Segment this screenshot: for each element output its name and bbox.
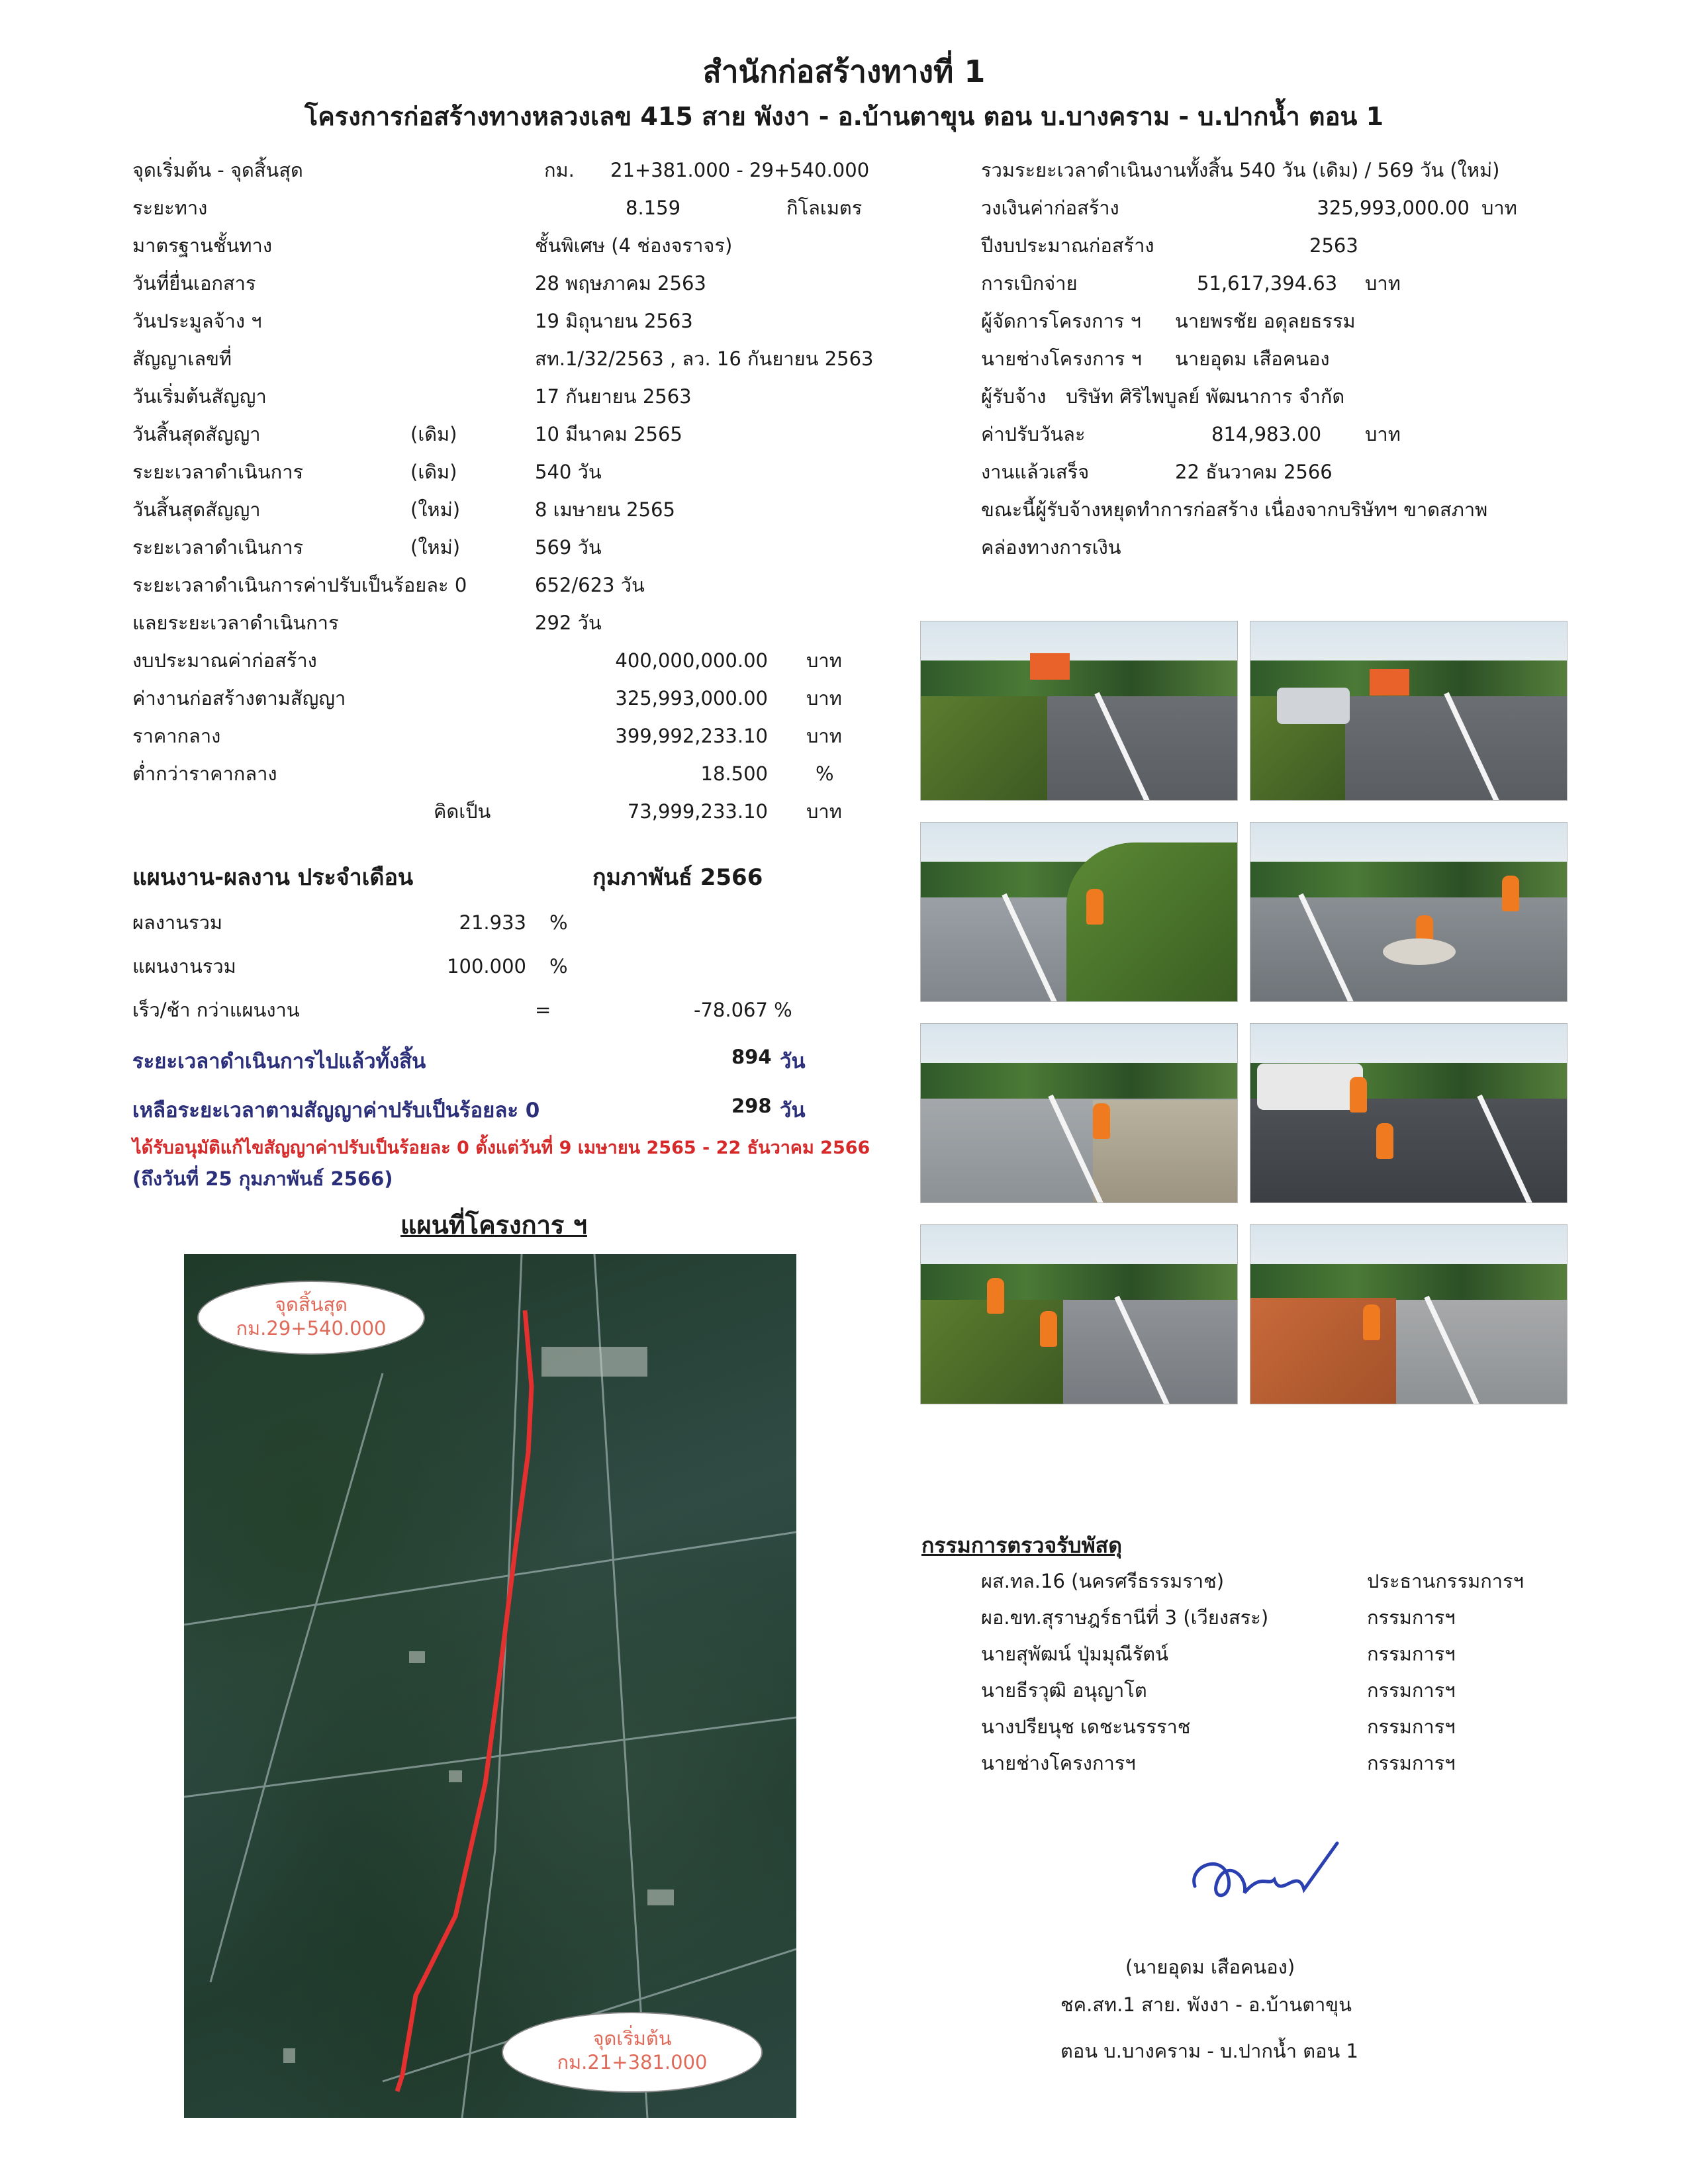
percent-unit: % bbox=[816, 762, 834, 785]
start-end-value: 21+381.000 - 29+540.000 bbox=[610, 159, 870, 181]
remaining-label: เหลือระยะเวลาตามสัญญาค่าปรับเป็นร้อยละ 0 bbox=[132, 1099, 540, 1122]
duration-old-label: ระยะเวลาดำเนินการ bbox=[132, 461, 304, 483]
penalty-duration-value: 652/623 วัน bbox=[535, 574, 645, 596]
signer-position-line1: ชค.สท.1 สาย. พังงา - อ.บ้านตาขุน bbox=[1060, 1993, 1352, 2016]
median-price-value: 399,992,233.10 bbox=[615, 725, 768, 747]
bid-date-label: วันประมูลจ้าง ฯ bbox=[132, 310, 262, 332]
baht-1: บาท bbox=[806, 649, 842, 672]
baht-4: บาท bbox=[806, 800, 842, 823]
contract-price-value: 325,993,000.00 bbox=[615, 687, 768, 709]
committee-member-name: นายช่างโครงการฯ bbox=[981, 1752, 1136, 1774]
doc-date-label: วันที่ยื่นเอกสาร bbox=[132, 272, 256, 295]
actual-value: 21.933 bbox=[459, 911, 526, 934]
new-tag-2: (ใหม่) bbox=[410, 536, 461, 559]
standard-value: ชั้นพิเศษ (4 ช่องจราจร) bbox=[535, 234, 733, 257]
committee-member-role: กรรมการฯ bbox=[1367, 1606, 1456, 1629]
below-median-label: ต่ำกว่าราคากลาง bbox=[132, 762, 277, 785]
site-photo-4 bbox=[1250, 822, 1568, 1002]
old-tag: (เดิม) bbox=[410, 423, 457, 445]
penalty-duration-label: ระยะเวลาดำเนินการค่าปรับเป็นร้อยละ 0 bbox=[132, 574, 467, 596]
committee-member-role: กรรมการฯ bbox=[1367, 1679, 1456, 1702]
fine-value: 814,983.00 bbox=[1211, 423, 1322, 445]
elapsed-unit: วัน bbox=[780, 1050, 806, 1073]
budget-value: 400,000,000.00 bbox=[615, 649, 768, 672]
distance-value: 8.159 bbox=[626, 197, 681, 219]
baht-r1: บาท bbox=[1481, 197, 1517, 219]
signer-name: (นายอุดม เสือคนอง) bbox=[1125, 1956, 1295, 1978]
committee-member-name: นายสุพัฒน์ ปุ่มมุณีรัตน์ bbox=[981, 1643, 1168, 1665]
committee-member-name: นายธีรวุฒิ อนุญาโต bbox=[981, 1679, 1147, 1702]
elapsed-label: ระยะเวลาดำเนินการไปแล้วทั้งสิ้น bbox=[132, 1050, 426, 1073]
distance-unit: กิโลเมตร bbox=[786, 197, 863, 219]
construction-budget-label: วงเงินค่าก่อสร้าง bbox=[981, 197, 1119, 219]
plan-percent: % bbox=[549, 955, 568, 978]
signature-mark bbox=[1182, 1840, 1340, 1926]
baht-r2: บาท bbox=[1365, 272, 1401, 295]
engineer-label: นายช่างโครงการ ฯ bbox=[981, 347, 1142, 370]
progress-month: กุมภาพันธ์ 2566 bbox=[592, 864, 763, 891]
contract-end-old-value: 10 มีนาคม 2565 bbox=[535, 423, 682, 445]
disbursement-label: การเบิกจ่าย bbox=[981, 272, 1078, 295]
construction-budget-value: 325,993,000.00 bbox=[1317, 197, 1470, 219]
median-price-label: ราคากลาง bbox=[132, 725, 221, 747]
project-title: โครงการก่อสร้างทางหลวงเลข 415 สาย พังงา - อ.บ้านตาขุน ตอน บ.บางคราม - บ.ปากน้ำ ตอน 1 bbox=[304, 102, 1384, 131]
fiscal-year-label: ปีงบประมาณก่อสร้าง bbox=[981, 234, 1154, 257]
status-note-line2: คล่องทางการเงิน bbox=[981, 536, 1121, 559]
below-median-value: 18.500 bbox=[700, 762, 768, 785]
committee-member-role: กรรมการฯ bbox=[1367, 1752, 1456, 1774]
site-photo-5 bbox=[920, 1023, 1238, 1203]
completed-label: งานแล้วเสร็จ bbox=[981, 461, 1090, 483]
bid-date-value: 19 มิถุนายน 2563 bbox=[535, 310, 693, 332]
end-point-callout bbox=[197, 1281, 425, 1355]
project-route bbox=[397, 1310, 532, 2091]
committee-title: กรรมการตรวจรับพัสดุ bbox=[921, 1533, 1122, 1558]
contract-start-label: วันเริ่มต้นสัญญา bbox=[132, 385, 267, 408]
standard-label: มาตรฐานชั้นทาง bbox=[132, 234, 272, 257]
approval-note: ได้รับอนุมัติแก้ไขสัญญาค่าปรับเป็นร้อยละ 0 ตั้งแต่วันที่ 9 เมษายน 2565 - 22 ธันวาคม 2566 bbox=[132, 1138, 870, 1158]
remaining-value: 298 bbox=[731, 1095, 772, 1117]
budget-label: งบประมาณค่าก่อสร้าง bbox=[132, 649, 317, 672]
progress-title: แผนงาน-ผลงาน ประจำเดือน bbox=[132, 864, 414, 891]
map-overlay bbox=[184, 1254, 796, 2118]
committee-member-name: ผส.ทล.16 (นครศรีธรรมราช) bbox=[981, 1570, 1225, 1592]
committee-member-name: ผอ.ขท.สุราษฎร์ธานีที่ 3 (เวียงสระ) bbox=[981, 1606, 1269, 1629]
plan-label: แผนงานรวม bbox=[132, 955, 236, 978]
signer-position-line2: ตอน บ.บางคราม - บ.ปากน้ำ ตอน 1 bbox=[1060, 2040, 1358, 2062]
diff-label: เร็ว/ช้า กว่าแผนงาน bbox=[132, 999, 300, 1021]
site-photo-3 bbox=[920, 822, 1238, 1002]
contract-end-new-value: 8 เมษายน 2565 bbox=[535, 498, 675, 521]
remaining-unit: วัน bbox=[780, 1099, 806, 1122]
doc-date-value: 28 พฤษภาคม 2563 bbox=[535, 272, 706, 295]
actual-percent: % bbox=[549, 911, 568, 934]
duration-new-label: ระยะเวลาดำเนินการ bbox=[132, 536, 304, 559]
status-note-line1: ขณะนี้ผู้รับจ้างหยุดทำการก่อสร้าง เนื่องจากบริษัทฯ ขาดสภาพ bbox=[981, 498, 1488, 521]
manager-value: นายพรชัย อดุลยธรรม bbox=[1175, 310, 1356, 332]
end-point-km: กม.29+540.000 bbox=[236, 1317, 387, 1340]
as-of-date: (ถึงวันที่ 25 กุมภาพันธ์ 2566) bbox=[132, 1167, 393, 1190]
site-photo-7 bbox=[920, 1224, 1238, 1404]
extra-duration-label: แลยระยะเวลาดำเนินการ bbox=[132, 612, 339, 634]
disbursement-value: 51,617,394.63 bbox=[1197, 272, 1338, 295]
committee-member-name: นางปรียนุช เดชะนรรราช bbox=[981, 1715, 1191, 1738]
contract-price-label: ค่างานก่อสร้างตามสัญญา bbox=[132, 687, 346, 709]
extra-duration-value: 292 วัน bbox=[535, 612, 602, 634]
start-end-label: จุดเริ่มต้น - จุดสิ้นสุด bbox=[132, 159, 303, 181]
baht-3: บาท bbox=[806, 725, 842, 747]
duration-new-value: 569 วัน bbox=[535, 536, 602, 559]
fiscal-year-value: 2563 bbox=[1309, 234, 1358, 257]
diff-equals: = bbox=[535, 999, 551, 1021]
contract-no-label: สัญญาเลขที่ bbox=[132, 347, 232, 370]
start-point-label: จุดเริ่มต้น bbox=[592, 2027, 672, 2050]
site-photo-2 bbox=[1250, 621, 1568, 801]
completed-value: 22 ธันวาคม 2566 bbox=[1175, 461, 1333, 483]
office-title: สำนักก่อสร้างทางที่ 1 bbox=[702, 54, 986, 89]
contract-start-value: 17 กันยายน 2563 bbox=[535, 385, 692, 408]
total-duration: รวมระยะเวลาดำเนินงานทั้งสิ้น 540 วัน (เดิม) / 569 วัน (ใหม่) bbox=[981, 159, 1500, 181]
contractor-value: บริษัท ศิริไพบูลย์ พัฒนาการ จำกัด bbox=[1066, 385, 1345, 408]
diff-value: -78.067 % bbox=[694, 999, 792, 1021]
committee-member-role: กรรมการฯ bbox=[1367, 1715, 1456, 1738]
engineer-value: นายอุดม เสือคนอง bbox=[1175, 347, 1330, 370]
site-photo-1 bbox=[920, 621, 1238, 801]
committee-member-role: กรรมการฯ bbox=[1367, 1643, 1456, 1665]
duration-old-value: 540 วัน bbox=[535, 461, 602, 483]
equals-value: 73,999,233.10 bbox=[627, 800, 768, 823]
new-tag: (ใหม่) bbox=[410, 498, 461, 521]
start-point-callout bbox=[502, 2012, 763, 2093]
committee-member-role: ประธานกรรมการฯ bbox=[1367, 1570, 1524, 1592]
end-point-label: จุดสิ้นสุด bbox=[275, 1293, 348, 1316]
baht-2: บาท bbox=[806, 687, 842, 709]
fine-label: ค่าปรับวันละ bbox=[981, 423, 1086, 445]
distance-label: ระยะทาง bbox=[132, 197, 208, 219]
elapsed-value: 894 bbox=[731, 1046, 772, 1068]
km-prefix: กม. bbox=[544, 159, 575, 181]
contract-no-value: สท.1/32/2563 , ลว. 16 กันยายน 2563 bbox=[535, 347, 874, 370]
old-tag-2: (เดิม) bbox=[410, 461, 457, 483]
plan-value: 100.000 bbox=[447, 955, 526, 978]
contractor-label: ผู้รับจ้าง bbox=[981, 385, 1047, 408]
contract-end-new-label: วันสิ้นสุดสัญญา bbox=[132, 498, 261, 521]
start-point-km: กม.21+381.000 bbox=[557, 2051, 708, 2073]
site-photo-6 bbox=[1250, 1023, 1568, 1203]
equals-label: คิดเป็น bbox=[434, 800, 491, 823]
contract-end-old-label: วันสิ้นสุดสัญญา bbox=[132, 423, 261, 445]
map-title: แผนที่โครงการ ฯ bbox=[400, 1210, 587, 1240]
actual-label: ผลงานรวม bbox=[132, 911, 223, 934]
site-photo-8 bbox=[1250, 1224, 1568, 1404]
project-map bbox=[184, 1254, 796, 2118]
baht-r3: บาท bbox=[1365, 423, 1401, 445]
manager-label: ผู้จัดการโครงการ ฯ bbox=[981, 310, 1141, 332]
